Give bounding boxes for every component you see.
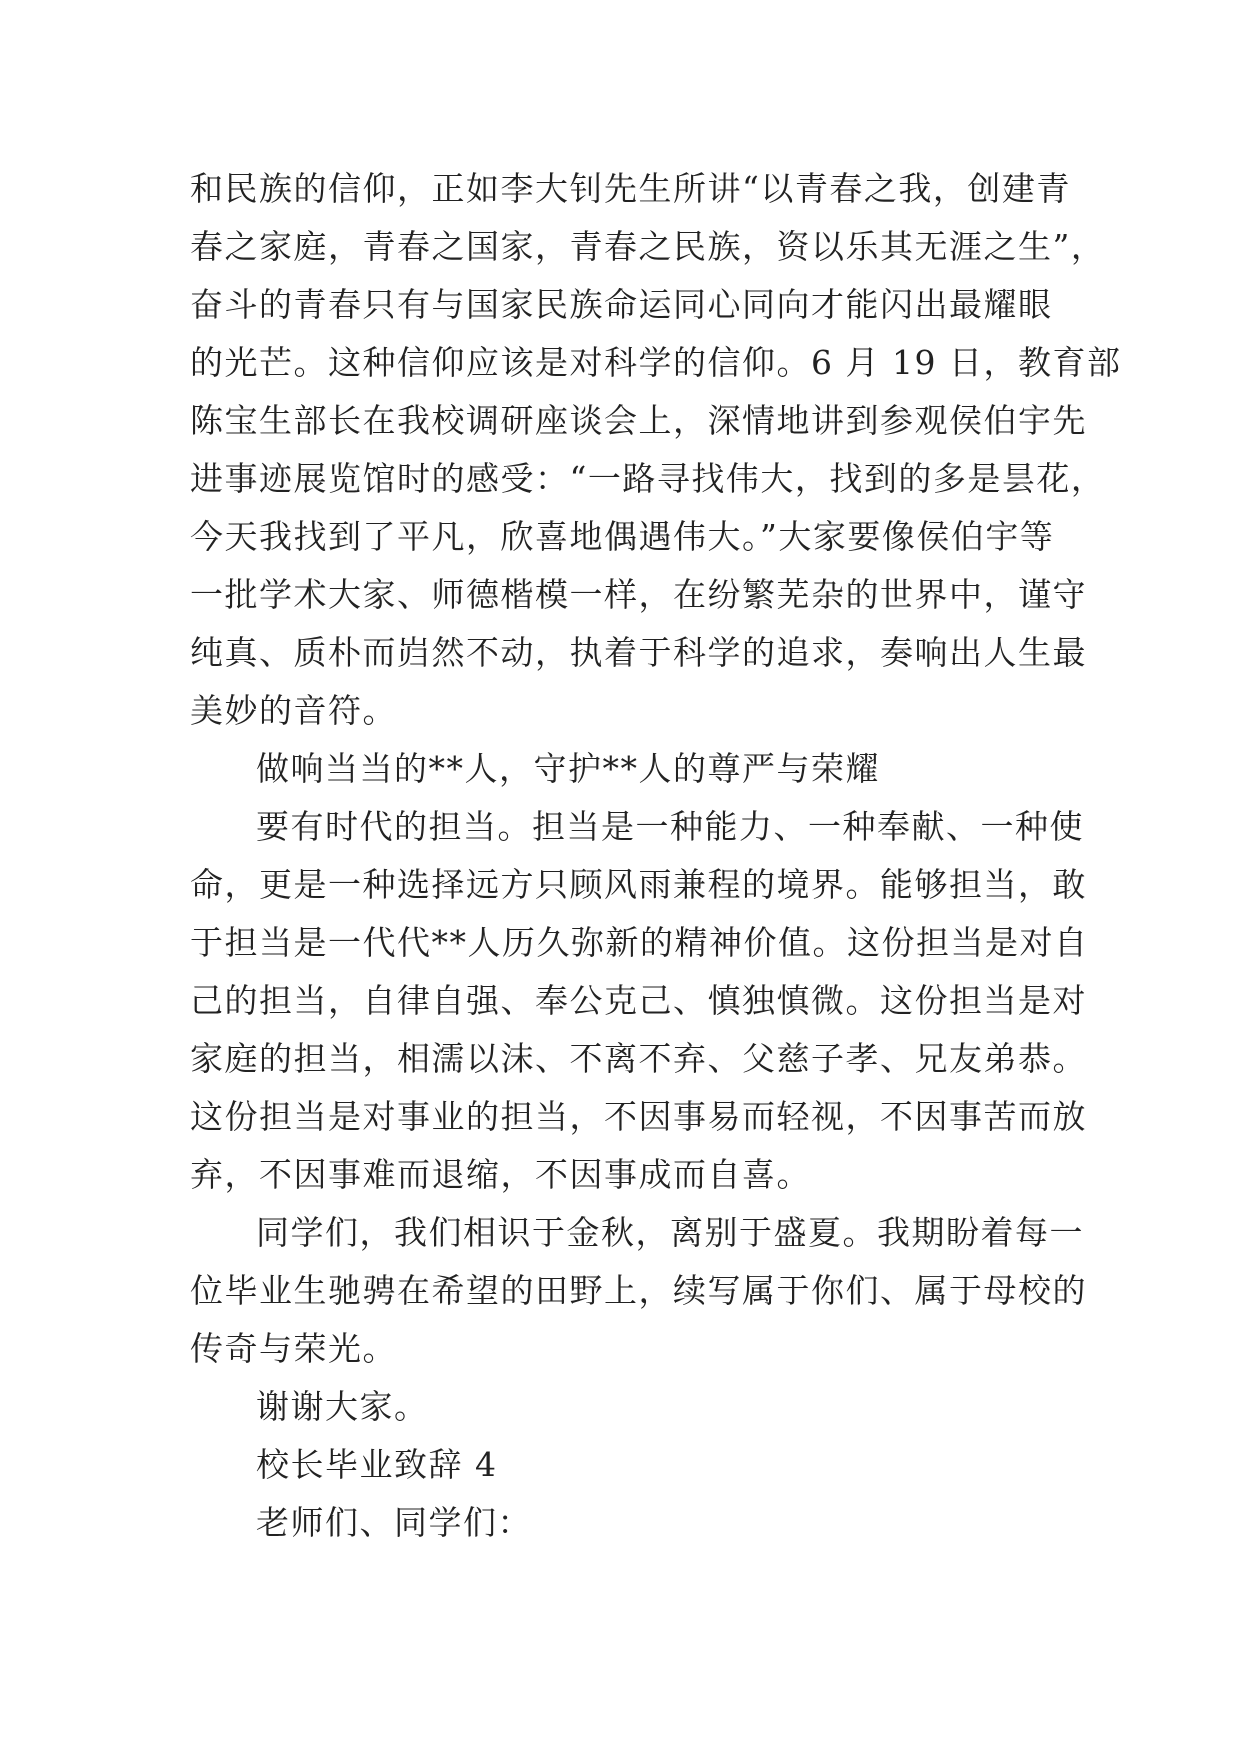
text-line: 传奇与荣光。	[190, 1329, 397, 1368]
paragraph-start-line: 老师们、同学们：	[256, 1503, 532, 1542]
paragraph-start-line: 同学们，我们相识于金秋，离别于盛夏。我期盼着每一	[256, 1213, 1084, 1252]
text-line: 美妙的音符。	[190, 691, 397, 730]
text-line: 的光芒。这种信仰应该是对科学的信仰。6 月 19 日，教育部	[190, 343, 1122, 382]
paragraph-start-line: 谢谢大家。	[256, 1387, 429, 1426]
text-line: 这份担当是对事业的担当，不因事易而轻视，不因事苦而放	[190, 1097, 1087, 1136]
text-line: 命，更是一种选择远方只顾风雨兼程的境界。能够担当，敢	[190, 865, 1087, 904]
text-line: 纯真、质朴而岿然不动，执着于科学的追求，奏响出人生最	[190, 633, 1087, 672]
text-line: 奋斗的青春只有与国家民族命运同心同向才能闪出最耀眼	[190, 285, 1053, 324]
text-line: 己的担当，自律自强、奉公克己、慎独慎微。这份担当是对	[190, 981, 1087, 1020]
paragraph-start-line: 要有时代的担当。担当是一种能力、一种奉献、一种使	[256, 807, 1084, 846]
paragraph-start-line: 校长毕业致辞 4	[256, 1445, 498, 1484]
text-line: 弃，不因事难而退缩，不因事成而自喜。	[190, 1155, 811, 1194]
text-line: 陈宝生部长在我校调研座谈会上，深情地讲到参观侯伯宇先	[190, 401, 1087, 440]
text-line: 于担当是一代代**人历久弥新的精神价值。这份担当是对自	[190, 923, 1089, 962]
text-line: 一批学术大家、师德楷模一样，在纷繁芜杂的世界中，谨守	[190, 575, 1087, 614]
text-line: 进事迹展览馆时的感受：“一路寻找伟大，找到的多是昙花，	[190, 459, 1106, 498]
text-line: 春之家庭，青春之国家，青春之民族，资以乐其无涯之生”，	[190, 227, 1106, 266]
text-line: 和民族的信仰，正如李大钊先生所讲“以青春之我，创建青	[190, 169, 1071, 208]
text-line: 位毕业生驰骋在希望的田野上，续写属于你们、属于母校的	[190, 1271, 1087, 1310]
document-body	[190, 160, 1122, 1552]
text-line: 家庭的担当，相濡以沫、不离不弃、父慈子孝、兄友弟恭。	[190, 1039, 1087, 1078]
paragraph-start-line: 做响当当的**人，守护**人的尊严与荣耀	[256, 749, 880, 788]
text-line: 今天我找到了平凡，欣喜地偶遇伟大。”大家要像侯伯宇等	[190, 517, 1055, 556]
